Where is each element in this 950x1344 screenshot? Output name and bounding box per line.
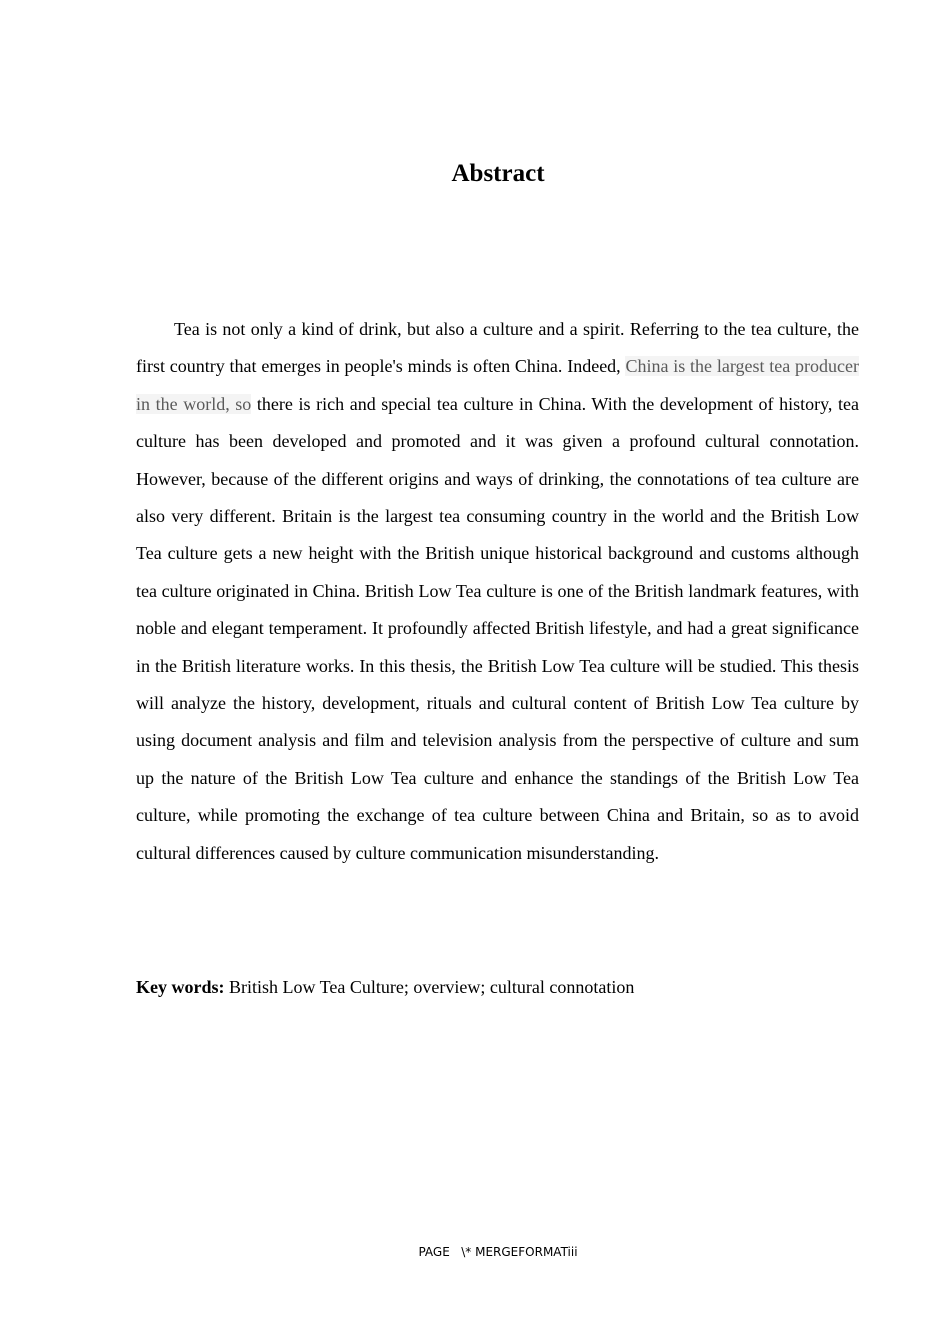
abstract-text-part1: Tea is not only a kind of drink, but also a culture and a spirit. Referring to the tea culture, the first country that emerges in people's minds is often China. Indeed, [136, 319, 859, 377]
abstract-paragraph [136, 311, 859, 872]
keywords-value: British Low Tea Culture; overview; cultural connotation [224, 977, 635, 997]
abstract-text-part2: there is rich and special tea culture in China. With the development of history, tea culture has been developed and promoted and it was given a profound cultural connotation. However, because of the different origins and ways of drinking, the connotations of tea culture are also very different. Britain is the largest tea consuming country in the world and the British Low Tea culture gets a new height with the British unique historical background and customs although tea culture originated in China. British Low Tea culture is one of the British landmark features, with noble and elegant temperament. It profoundly affected British lifestyle, and had a great significance in the British literature works. In this thesis, the British Low Tea culture will be studied. This thesis will analyze the history, development, rituals and cultural content of British Low Tea culture by using document analysis and film and television analysis from the perspective of culture and sum up the nature of the British Low Tea culture and enhance the standings of the British Low Tea culture, while promoting the exchange of tea culture between China and Britain, so as to avoid cultural differences caused by culture communication misunderstanding. [136, 393, 859, 863]
page-title: Abstract [451, 160, 545, 187]
abstract-highlighted-text: China is the largest tea producer in the world, so [136, 356, 859, 414]
page-footer: PAGE \* MERGEFORMATiii [418, 1245, 578, 1259]
keywords-label: Key words: [136, 977, 225, 997]
keywords-line [136, 974, 859, 1000]
